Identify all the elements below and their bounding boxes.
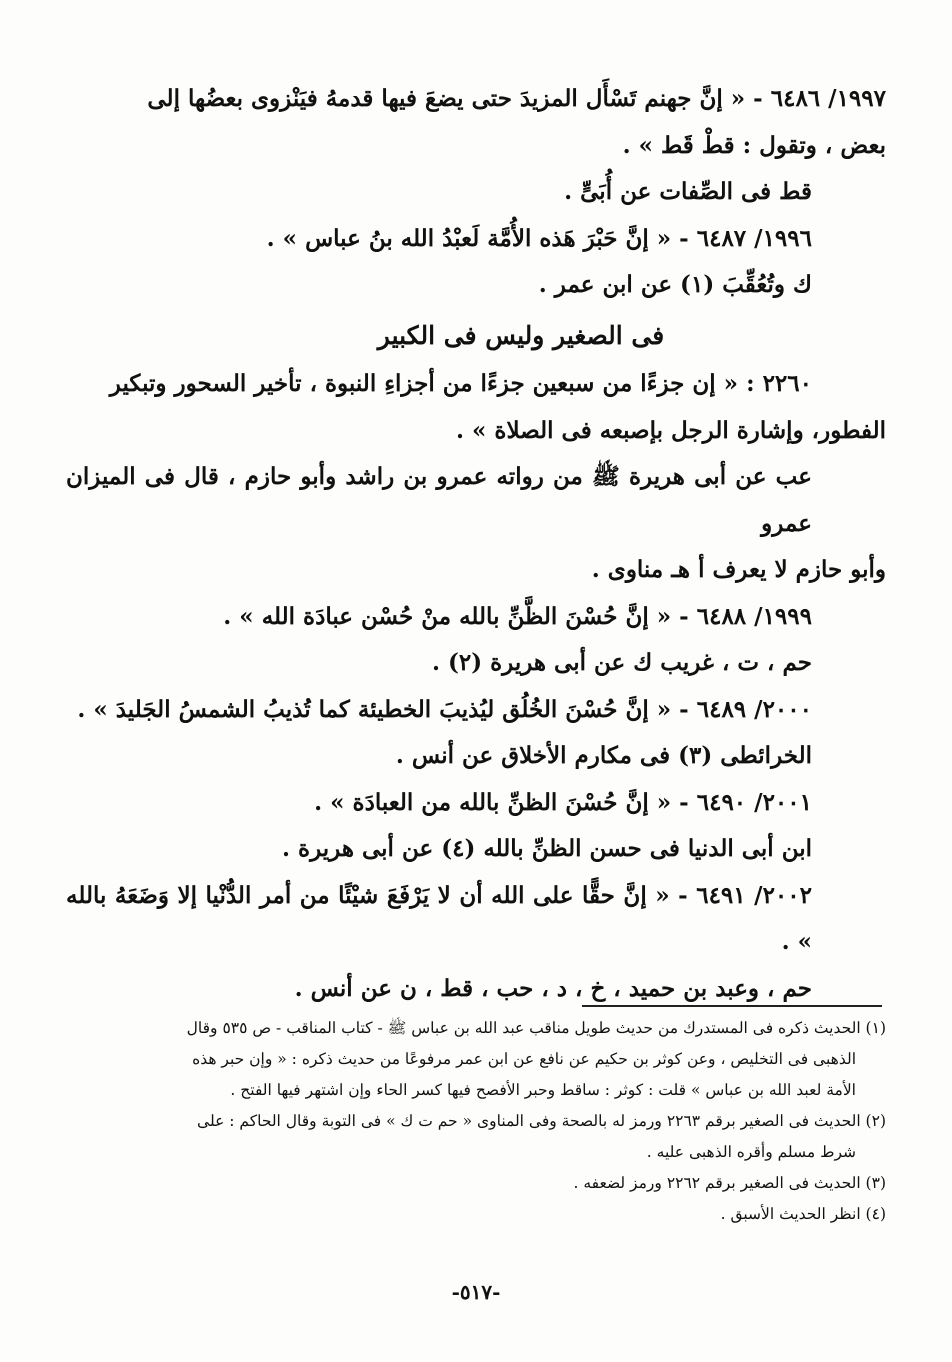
footnote-1-line-2: الذهبى فى التخليص ، وعن كوثر بن حكيم عن نافع عن ابن عمر مرفوعًا من حديث ذكره : « وإن حبر هذه (192, 1050, 856, 1068)
source-2260-line-2: وأبو حازم لا يعرف أ هـ مناوى . (591, 556, 886, 583)
source-2260-line-1: عب عن أبى هريرة ﷺ من رواته عمرو بن راشد وأبو حازم ، قال فى الميزان عمرو (66, 463, 812, 537)
hadith-2260-line-1: ٢٢٦٠ : « إن جزءًا من سبعين جزءًا من أجزاءِ النبوة ، تأخير السحور وتبكير (109, 370, 812, 397)
source-1997: قط فى الصِّفات عن أُبَىٍّ . (564, 178, 812, 205)
section-heading: فى الصغير وليس فى الكبير (377, 320, 665, 350)
hadith-2001: ٢٠٠١/ ٦٤٩٠ - « إنَّ حُسْنَ الظنِّ بالله من العبادَة » . (314, 788, 812, 816)
footnote-2-line-2: شرط مسلم وأقره الذهبى عليه . (646, 1143, 856, 1161)
footnote-2-line-1: (٢) الحديث فى الصغير برقم ٢٢٦٣ ورمز له بالصحة وفى المناوى « حم ت ك » فى التوبة وقال الحاكم : على (197, 1112, 886, 1130)
main-text (66, 76, 886, 1012)
footnotes (66, 1013, 886, 1230)
hadith-2260-line-2: الفطور، وإشارة الرجل بإصبعه فى الصلاة » . (456, 416, 886, 444)
footnote-1-line-3: الأمة لعبد الله بن عباس » قلت : كوثر : ساقط وحبر الأفصح فيها كسر الحاء وإن اشتهر فيها الفتح . (230, 1081, 856, 1099)
source-1999: حم ، ت ، غريب ك عن أبى هريرة (٢) . (431, 649, 812, 676)
page-number: -٥١٧- (451, 1280, 501, 1304)
source-2002: حم ، وعبد بن حميد ، خ ، د ، حب ، قط ، ن عن أنس . (294, 974, 812, 1002)
hadith-1996: ١٩٩٦/ ٦٤٨٧ - « إنَّ حَبْرَ هَذه الأُمَّة لَعبْدُ الله بنُ عباس » . (266, 224, 812, 252)
hadith-1999: ١٩٩٩/ ٦٤٨٨ - « إنَّ حُسْنَ الظَّنِّ بالله منْ حُسْن عبادَة الله » . (223, 602, 812, 630)
footnote-4: (٤) انظر الحديث الأسبق . (720, 1205, 886, 1223)
hadith-2000: ٢٠٠٠/ ٦٤٨٩ - « إنَّ حُسْنَ الخُلُق ليُذيبَ الخطيئة كما تُذيبُ الشمسُ الجَليدَ » . (77, 695, 812, 723)
footnote-1-line-1: (١) الحديث ذكره فى المستدرك من حديث طويل مناقب عبد الله بن عباس ﷺ - كتاب المناقب - ص ٥٣٥ وقال (186, 1019, 886, 1037)
source-1996: ك وتُعُقِّبَ (١) عن ابن عمر . (538, 271, 812, 298)
source-2000: الخرائطى (٣) فى مكارم الأخلاق عن أنس . (395, 742, 812, 769)
footnote-3: (٣) الحديث فى الصغير برقم ٢٢٦٢ ورمز لضعفه . (573, 1174, 886, 1192)
footnote-divider (582, 1005, 882, 1007)
hadith-1997-line-2: بعض ، وتقول : قطْ قَط » . (622, 131, 886, 159)
source-2001: ابن أبى الدنيا فى حسن الظنِّ بالله (٤) عن أبى هريرة . (282, 835, 812, 862)
hadith-2002: ٢٠٠٢/ ٦٤٩١ - « إنَّ حقًّا على الله أن لا يَرْفَعَ شيْئًا من أمر الدُّنْيا إلا وَضَعَهُ بالله » . (66, 881, 812, 955)
hadith-1997-line-1: ١٩٩٧/ ٦٤٨٦ - « إنَّ جهنم تَسْأَل المزيدَ حتى يضعَ فيها قدمهُ فيَنْزوى بعضُها إلى (147, 85, 886, 112)
